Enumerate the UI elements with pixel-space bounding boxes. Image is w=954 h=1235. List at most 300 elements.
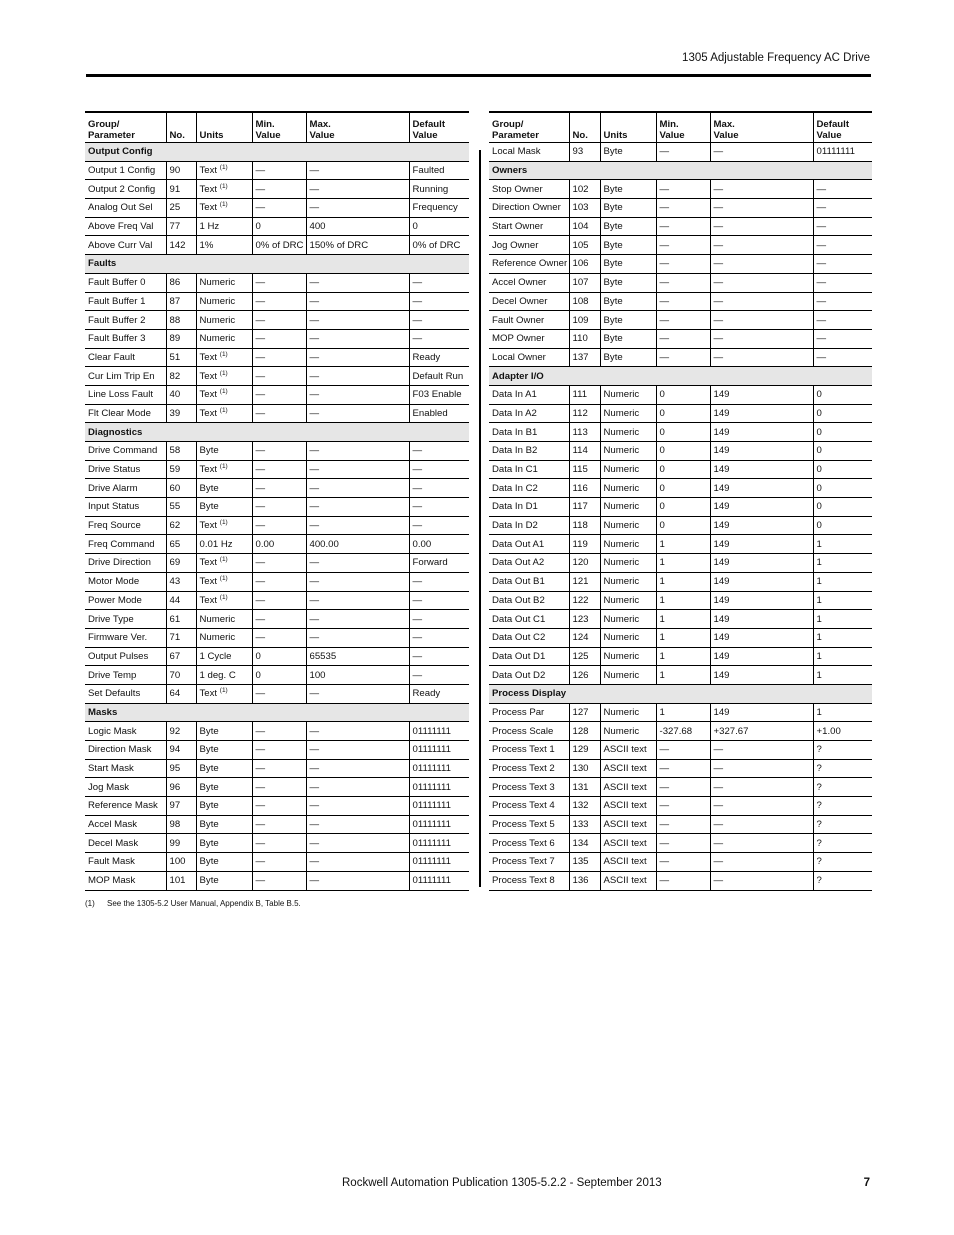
table-row xyxy=(489,199,872,218)
cell-number: 102 xyxy=(569,180,600,199)
table-row xyxy=(85,273,469,292)
cell-default-value: 01111111 xyxy=(409,853,469,872)
table-row xyxy=(85,554,469,573)
footnote-ref: (1) xyxy=(219,406,228,414)
cell-min-value: -327.68 xyxy=(656,722,710,741)
cell-default-value: 1 xyxy=(813,572,872,591)
table-row xyxy=(489,759,872,778)
cell-number: 113 xyxy=(569,423,600,442)
cell-parameter: Set Defaults xyxy=(85,684,166,703)
col-header-label: Default Value xyxy=(412,119,446,141)
cell-units xyxy=(196,161,252,180)
units-text: Text xyxy=(199,594,218,606)
units-text: Byte xyxy=(199,781,219,793)
cell-default-value: — xyxy=(409,516,469,535)
cell-default-value: Ready xyxy=(409,684,469,703)
cell-max-value: — xyxy=(306,199,409,218)
cell-default-value: 01111111 xyxy=(409,722,469,741)
units-text: Numeric xyxy=(603,706,640,718)
cell-parameter: Data Out B2 xyxy=(489,591,569,610)
cell-units xyxy=(600,554,656,573)
units-text: Byte xyxy=(199,800,219,812)
cell-number: 67 xyxy=(166,647,196,666)
cell-units xyxy=(196,217,252,236)
cell-default-value: 1 xyxy=(813,647,872,666)
footnote-ref: (1) xyxy=(219,463,228,471)
cell-parameter: Fault Buffer 2 xyxy=(85,311,166,330)
cell-number: 106 xyxy=(569,255,600,274)
cell-number: 115 xyxy=(569,460,600,479)
cell-number: 133 xyxy=(569,815,600,834)
col-header-label: Units xyxy=(603,130,628,141)
cell-number: 101 xyxy=(166,871,196,890)
cell-units xyxy=(600,666,656,685)
cell-parameter: Data In D2 xyxy=(489,516,569,535)
cell-default-value: 0 xyxy=(813,404,872,423)
col-header-label: Max. Value xyxy=(713,119,739,141)
table-row xyxy=(489,273,872,292)
cell-max-value: — xyxy=(710,311,813,330)
cell-max-value: — xyxy=(306,853,409,872)
table-row xyxy=(489,516,872,535)
cell-number: 40 xyxy=(166,385,196,404)
cell-units xyxy=(600,535,656,554)
cell-units xyxy=(600,498,656,517)
cell-number: 136 xyxy=(569,871,600,890)
cell-number: 108 xyxy=(569,292,600,311)
cell-default-value: Enabled xyxy=(409,404,469,423)
units-text: 0.01 Hz xyxy=(199,538,233,550)
cell-units xyxy=(196,385,252,404)
cell-number: 77 xyxy=(166,217,196,236)
cell-min-value: — xyxy=(656,292,710,311)
footnote-ref: (1) xyxy=(219,164,228,172)
table-row xyxy=(85,161,469,180)
cell-parameter: Drive Command xyxy=(85,442,166,461)
cell-min-value: — xyxy=(252,498,306,517)
cell-max-value: — xyxy=(710,143,813,162)
cell-max-value: — xyxy=(306,516,409,535)
table-row xyxy=(85,759,469,778)
cell-units xyxy=(600,647,656,666)
cell-default-value: ? xyxy=(813,759,872,778)
table-row xyxy=(489,572,872,591)
cell-number: 129 xyxy=(569,741,600,760)
units-text: ASCII text xyxy=(603,837,647,849)
table-row xyxy=(85,329,469,348)
cell-default-value: 1 xyxy=(813,628,872,647)
cell-min-value: — xyxy=(656,348,710,367)
cell-max-value: — xyxy=(306,591,409,610)
cell-min-value: — xyxy=(656,778,710,797)
units-text: Text xyxy=(199,557,218,569)
cell-default-value: ? xyxy=(813,778,872,797)
units-text: Byte xyxy=(603,239,623,251)
cell-parameter: Output 1 Config xyxy=(85,161,166,180)
table-row xyxy=(85,591,469,610)
cell-default-value: — xyxy=(409,479,469,498)
cell-units xyxy=(196,647,252,666)
cell-units xyxy=(600,741,656,760)
cell-number: 25 xyxy=(166,199,196,218)
cell-max-value: 149 xyxy=(710,423,813,442)
group-title: Output Config xyxy=(85,143,469,162)
units-text: Numeric xyxy=(603,632,640,644)
cell-min-value: — xyxy=(252,199,306,218)
col-header-label: No. xyxy=(169,130,185,141)
units-text: Byte xyxy=(603,277,623,289)
cell-min-value: 1 xyxy=(656,666,710,685)
cell-number: 65 xyxy=(166,535,196,554)
cell-min-value: — xyxy=(252,180,306,199)
table-row xyxy=(85,404,469,423)
cell-number: 59 xyxy=(166,460,196,479)
footnote-mark: (1) xyxy=(85,899,95,908)
cell-parameter: Local Owner xyxy=(489,348,569,367)
units-text: Numeric xyxy=(603,464,640,476)
cell-max-value: — xyxy=(306,404,409,423)
cell-units xyxy=(600,442,656,461)
cell-parameter: Process Text 7 xyxy=(489,853,569,872)
cell-number: 97 xyxy=(166,797,196,816)
footnote-ref: (1) xyxy=(219,556,228,564)
col-header-label: Max. Value xyxy=(309,119,335,141)
page-number: 7 xyxy=(863,1177,870,1189)
cell-max-value: — xyxy=(306,815,409,834)
cell-min-value: 0 xyxy=(656,516,710,535)
cell-default-value: 1 xyxy=(813,666,872,685)
cell-units xyxy=(196,273,252,292)
cell-number: 135 xyxy=(569,853,600,872)
cell-units xyxy=(196,329,252,348)
table-row xyxy=(489,778,872,797)
cell-default-value: 0 xyxy=(813,423,872,442)
cell-number: 132 xyxy=(569,797,600,816)
cell-parameter: Data Out A1 xyxy=(489,535,569,554)
cell-min-value: 0 xyxy=(656,498,710,517)
cell-min-value: 0 xyxy=(252,217,306,236)
cell-units xyxy=(600,217,656,236)
cell-units xyxy=(196,348,252,367)
cell-default-value: Running xyxy=(409,180,469,199)
cell-min-value: 1 xyxy=(656,591,710,610)
cell-parameter: Direction Owner xyxy=(489,199,569,218)
cell-min-value: — xyxy=(252,311,306,330)
group-header-row xyxy=(489,367,872,386)
cell-number: 114 xyxy=(569,442,600,461)
cell-min-value: — xyxy=(252,722,306,741)
cell-max-value: — xyxy=(306,628,409,647)
table-row xyxy=(489,666,872,685)
cell-min-value: — xyxy=(656,273,710,292)
col-header-label: No. xyxy=(572,130,588,141)
cell-min-value: — xyxy=(252,385,306,404)
cell-parameter: Direction Mask xyxy=(85,741,166,760)
table-row xyxy=(489,348,872,367)
cell-default-value: — xyxy=(813,329,872,348)
cell-parameter: Process Scale xyxy=(489,722,569,741)
table-row xyxy=(489,834,872,853)
cell-number: 82 xyxy=(166,367,196,386)
cell-min-value: 0 xyxy=(656,385,710,404)
cell-units xyxy=(600,460,656,479)
cell-number: 103 xyxy=(569,199,600,218)
cell-max-value: — xyxy=(306,180,409,199)
units-text: Numeric xyxy=(603,576,640,588)
cell-min-value: — xyxy=(656,311,710,330)
cell-max-value: — xyxy=(710,797,813,816)
table-row xyxy=(489,385,872,404)
cell-parameter: Fault Mask xyxy=(85,853,166,872)
cell-max-value: — xyxy=(710,236,813,255)
units-text: Numeric xyxy=(603,501,640,513)
col-header-min-value xyxy=(252,112,306,143)
group-header-row xyxy=(85,703,469,722)
units-text: Byte xyxy=(199,819,219,831)
cell-default-value: — xyxy=(813,236,872,255)
cell-number: 105 xyxy=(569,236,600,255)
units-text: Numeric xyxy=(199,277,236,289)
cell-number: 104 xyxy=(569,217,600,236)
cell-default-value: — xyxy=(409,666,469,685)
cell-max-value: — xyxy=(306,871,409,890)
cell-default-value: — xyxy=(409,273,469,292)
cell-default-value: 0 xyxy=(813,460,872,479)
cell-min-value: — xyxy=(252,834,306,853)
cell-max-value: 149 xyxy=(710,572,813,591)
col-header-default-value xyxy=(409,112,469,143)
cell-min-value: — xyxy=(656,797,710,816)
col-header-label: Min. Value xyxy=(659,119,685,141)
cell-number: 124 xyxy=(569,628,600,647)
cell-default-value: — xyxy=(813,311,872,330)
cell-max-value: — xyxy=(306,778,409,797)
table-row xyxy=(85,385,469,404)
cell-max-value: 149 xyxy=(710,404,813,423)
table-row xyxy=(85,460,469,479)
table-row xyxy=(85,684,469,703)
cell-default-value: ? xyxy=(813,741,872,760)
cell-number: 117 xyxy=(569,498,600,517)
units-text: Byte xyxy=(603,202,623,214)
cell-number: 95 xyxy=(166,759,196,778)
cell-parameter: Output Pulses xyxy=(85,647,166,666)
cell-max-value: — xyxy=(710,815,813,834)
cell-number: 100 xyxy=(166,853,196,872)
cell-units xyxy=(196,666,252,685)
cell-units xyxy=(196,778,252,797)
running-header-title: 1305 Adjustable Frequency AC Drive xyxy=(682,52,870,64)
cell-number: 60 xyxy=(166,479,196,498)
col-header-no xyxy=(569,112,600,143)
cell-number: 131 xyxy=(569,778,600,797)
cell-max-value: 65535 xyxy=(306,647,409,666)
cell-number: 123 xyxy=(569,610,600,629)
cell-default-value: — xyxy=(409,628,469,647)
table-row xyxy=(489,442,872,461)
cell-default-value: +1.00 xyxy=(813,722,872,741)
units-text: Text xyxy=(199,165,218,177)
table-row xyxy=(489,329,872,348)
cell-min-value: — xyxy=(252,591,306,610)
units-text: Byte xyxy=(199,482,219,494)
cell-parameter: Drive Temp xyxy=(85,666,166,685)
cell-default-value: 1 xyxy=(813,535,872,554)
cell-max-value: — xyxy=(710,329,813,348)
cell-units xyxy=(600,404,656,423)
table-row xyxy=(489,535,872,554)
cell-min-value: 1 xyxy=(656,703,710,722)
col-header-max-value xyxy=(306,112,409,143)
cell-max-value: — xyxy=(306,498,409,517)
cell-default-value: 01111111 xyxy=(409,871,469,890)
cell-number: 58 xyxy=(166,442,196,461)
cell-parameter: Process Text 3 xyxy=(489,778,569,797)
cell-parameter: Process Par xyxy=(489,703,569,722)
table-row xyxy=(489,628,872,647)
cell-min-value: — xyxy=(252,610,306,629)
cell-units xyxy=(600,479,656,498)
footnote xyxy=(85,899,301,908)
col-header-units xyxy=(196,112,252,143)
units-text: Text xyxy=(199,183,218,195)
parameter-table-right xyxy=(489,111,872,891)
cell-min-value: 0 xyxy=(656,404,710,423)
cell-parameter: Logic Mask xyxy=(85,722,166,741)
units-text: Byte xyxy=(199,501,219,513)
cell-parameter: Power Mode xyxy=(85,591,166,610)
units-text: Byte xyxy=(603,295,623,307)
cell-units xyxy=(196,311,252,330)
cell-default-value: — xyxy=(409,292,469,311)
cell-parameter: Data In C2 xyxy=(489,479,569,498)
cell-number: 51 xyxy=(166,348,196,367)
units-text: Numeric xyxy=(603,725,640,737)
table-row xyxy=(85,311,469,330)
cell-min-value: — xyxy=(252,404,306,423)
cell-default-value: 01111111 xyxy=(813,143,872,162)
cell-units xyxy=(600,516,656,535)
cell-parameter: Clear Fault xyxy=(85,348,166,367)
units-text: 1 Cycle xyxy=(199,650,232,662)
units-text: Numeric xyxy=(603,594,640,606)
cell-min-value: 1 xyxy=(656,628,710,647)
cell-max-value: 400 xyxy=(306,217,409,236)
cell-max-value: — xyxy=(306,442,409,461)
cell-min-value: — xyxy=(656,217,710,236)
group-header-row xyxy=(85,255,469,274)
cell-units xyxy=(600,292,656,311)
cell-parameter: Data In D1 xyxy=(489,498,569,517)
cell-min-value: — xyxy=(252,516,306,535)
cell-min-value: 0 xyxy=(656,442,710,461)
cell-number: 120 xyxy=(569,554,600,573)
cell-parameter: Accel Mask xyxy=(85,815,166,834)
cell-min-value: 0% of DRC xyxy=(252,236,306,255)
cell-default-value: F03 Enable xyxy=(409,385,469,404)
cell-parameter: Output 2 Config xyxy=(85,180,166,199)
cell-min-value: — xyxy=(252,628,306,647)
col-header-group-parameter xyxy=(85,112,166,143)
units-text: Byte xyxy=(199,725,219,737)
cell-max-value: — xyxy=(306,273,409,292)
cell-min-value: — xyxy=(656,236,710,255)
table-row xyxy=(489,591,872,610)
cell-min-value: 1 xyxy=(656,610,710,629)
cell-max-value: 149 xyxy=(710,535,813,554)
cell-parameter: MOP Mask xyxy=(85,871,166,890)
cell-max-value: — xyxy=(306,572,409,591)
cell-units xyxy=(196,535,252,554)
cell-parameter: Process Text 8 xyxy=(489,871,569,890)
cell-min-value: — xyxy=(656,871,710,890)
cell-default-value: 01111111 xyxy=(409,759,469,778)
table-row xyxy=(489,217,872,236)
cell-units xyxy=(196,442,252,461)
cell-parameter: Fault Owner xyxy=(489,311,569,330)
table-row xyxy=(489,871,872,890)
cell-max-value: 149 xyxy=(710,479,813,498)
units-text: Numeric xyxy=(199,613,236,625)
cell-units xyxy=(600,180,656,199)
cell-default-value: — xyxy=(813,292,872,311)
cell-units xyxy=(600,722,656,741)
cell-min-value: 1 xyxy=(656,554,710,573)
cell-min-value: — xyxy=(252,554,306,573)
cell-parameter: Analog Out Sel xyxy=(85,199,166,218)
cell-max-value: — xyxy=(306,311,409,330)
cell-min-value: — xyxy=(252,273,306,292)
cell-parameter: Reference Mask xyxy=(85,797,166,816)
cell-min-value: 0 xyxy=(252,666,306,685)
table-row xyxy=(489,236,872,255)
cell-units xyxy=(600,255,656,274)
cell-max-value: 149 xyxy=(710,498,813,517)
cell-parameter: Process Text 4 xyxy=(489,797,569,816)
cell-min-value: — xyxy=(656,180,710,199)
cell-min-value: — xyxy=(252,460,306,479)
cell-number: 70 xyxy=(166,666,196,685)
cell-parameter: Firmware Ver. xyxy=(85,628,166,647)
cell-max-value: 149 xyxy=(710,554,813,573)
table-row xyxy=(489,498,872,517)
footnote-ref: (1) xyxy=(219,201,228,209)
cell-max-value: — xyxy=(710,871,813,890)
cell-max-value: — xyxy=(710,759,813,778)
cell-max-value: — xyxy=(710,180,813,199)
units-text: Numeric xyxy=(199,632,236,644)
cell-number: 118 xyxy=(569,516,600,535)
table-row xyxy=(85,871,469,890)
cell-max-value: — xyxy=(306,161,409,180)
table-row xyxy=(85,853,469,872)
units-text: Text xyxy=(199,202,218,214)
cell-default-value: 0% of DRC xyxy=(409,236,469,255)
group-header-row xyxy=(489,161,872,180)
cell-default-value: — xyxy=(409,498,469,517)
cell-units xyxy=(600,385,656,404)
cell-units xyxy=(600,199,656,218)
cell-max-value: — xyxy=(306,385,409,404)
cell-min-value: 0 xyxy=(656,479,710,498)
table-row xyxy=(489,311,872,330)
cell-number: 62 xyxy=(166,516,196,535)
cell-max-value: 149 xyxy=(710,666,813,685)
cell-number: 91 xyxy=(166,180,196,199)
cell-parameter: Process Text 6 xyxy=(489,834,569,853)
units-text: Text xyxy=(199,370,218,382)
cell-default-value: Ready xyxy=(409,348,469,367)
